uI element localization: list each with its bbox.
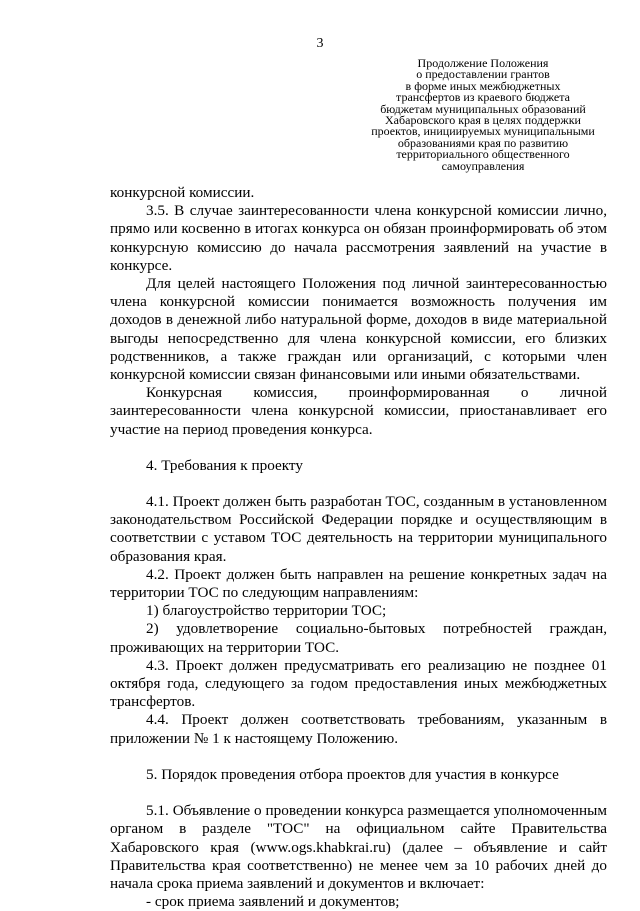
list-item: 2) удовлетворение социально-бытовых потребностей граждан, проживающих на территории ТОС.	[110, 620, 607, 656]
document-body	[110, 184, 607, 911]
page-number: 3	[316, 36, 324, 51]
section-heading: 5. Порядок проведения отбора проектов для участия в конкурсе	[146, 765, 559, 783]
paragraph: Для целей настоящего Положения под личной заинтересованностью члена конкурсной комиссии понимается возможность получения им доходов в денежной либо натуральной форме, доходов в виде материальной выгоды непосредственно для члена конкурсной комиссии, его близких родственников, а также граждан или организаций, с которыми член конкурсной комиссии связан финансовыми или иными обязательствами.	[110, 275, 607, 384]
header-line: образованиями края по развитию	[397, 135, 569, 150]
section-spacer	[110, 748, 607, 766]
section-spacer	[110, 475, 607, 493]
header-line: в форме иных межбюджетных	[405, 78, 561, 93]
list-item: - срок приема заявлений и документов;	[146, 893, 400, 911]
paragraph: Конкурсная комиссия, проинформированная о личной заинтересованности члена конкурсной комиссии, приостанавливает его участие на период проведения конкурса.	[110, 384, 607, 438]
paragraph: конкурсной комиссии.	[110, 184, 255, 201]
section-spacer	[110, 439, 607, 457]
section-spacer	[110, 784, 607, 802]
paragraph: 4.3. Проект должен предусматривать его реализацию не позднее 01 октября года, следующего за годом предоставления иных межбюджетных трансфертов.	[110, 656, 607, 711]
paragraph: 4.2. Проект должен быть направлен на решение конкретных задач на территории ТОС по следующим направлениям:	[110, 565, 607, 602]
header-line: трансфертов из краевого бюджета	[396, 90, 570, 105]
list-item: 1) благоустройство территории ТОС;	[146, 602, 387, 620]
header-line: Продолжение Положения	[417, 56, 549, 70]
header-line: проектов, инициируемых муниципальными	[371, 124, 595, 139]
paragraph: 3.5. В случае заинтересованности члена конкурсной комиссии лично, прямо или косвенно в итогах конкурса он обязан проинформировать об этом конкурсную комиссию до начала рассмотрения заявлений на участие в конкурсе.	[110, 202, 607, 274]
paragraph: 5.1. Объявление о проведении конкурса размещается уполномоченным органом в разделе "ТОС" на официальном сайте Правительства Хабаровского края (www.ogs.khabkrai.ru) (далее – объявление и сайт Правительства края соответственно) не менее чем за 10 рабочих дней до начала срока приема заявлений и документов и включает:	[110, 802, 607, 892]
header-line: о предоставлении грантов	[416, 67, 550, 82]
header-line: территориального общественного	[396, 147, 570, 162]
paragraph: 4.1. Проект должен быть разработан ТОС, созданным в установленном законодательством Российской Федерации порядке и осуществляющим в соответствии с уставом ТОС деятельность на территории муниципального образования края.	[110, 493, 607, 565]
header-line: Хабаровского края в целях поддержки	[385, 113, 581, 128]
header-line: самоуправления	[441, 158, 525, 173]
section-heading: 4. Требования к проекту	[146, 456, 303, 474]
continuation-header	[359, 58, 607, 172]
paragraph: 4.4. Проект должен соответствовать требованиям, указанным в приложении № 1 к настоящему Положению.	[110, 711, 607, 747]
header-line: бюджетам муниципальных образований	[380, 101, 586, 116]
